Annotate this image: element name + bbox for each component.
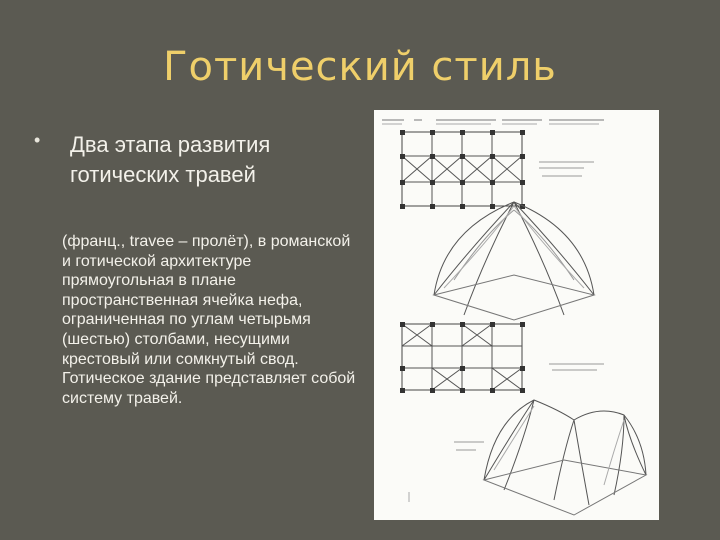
vault-sketch-image <box>374 110 659 520</box>
body-paragraph: (франц., travee – пролёт), в романской и готической архитектуре прямоугольная в плане пространственная ячейка нефа, ограниченная по углам четырьмя (шестью) столбами, несущими крестовый или сомкнутый свод. Готическое здание представляет собой систему травей. <box>62 233 356 407</box>
bullet-text: Два этапа развития готических травей <box>70 132 271 187</box>
bullet-item <box>34 130 364 190</box>
bullet-icon: • <box>34 130 41 150</box>
slide-title: Готический стиль <box>163 44 557 90</box>
gothic-vault-drawing <box>374 110 659 520</box>
